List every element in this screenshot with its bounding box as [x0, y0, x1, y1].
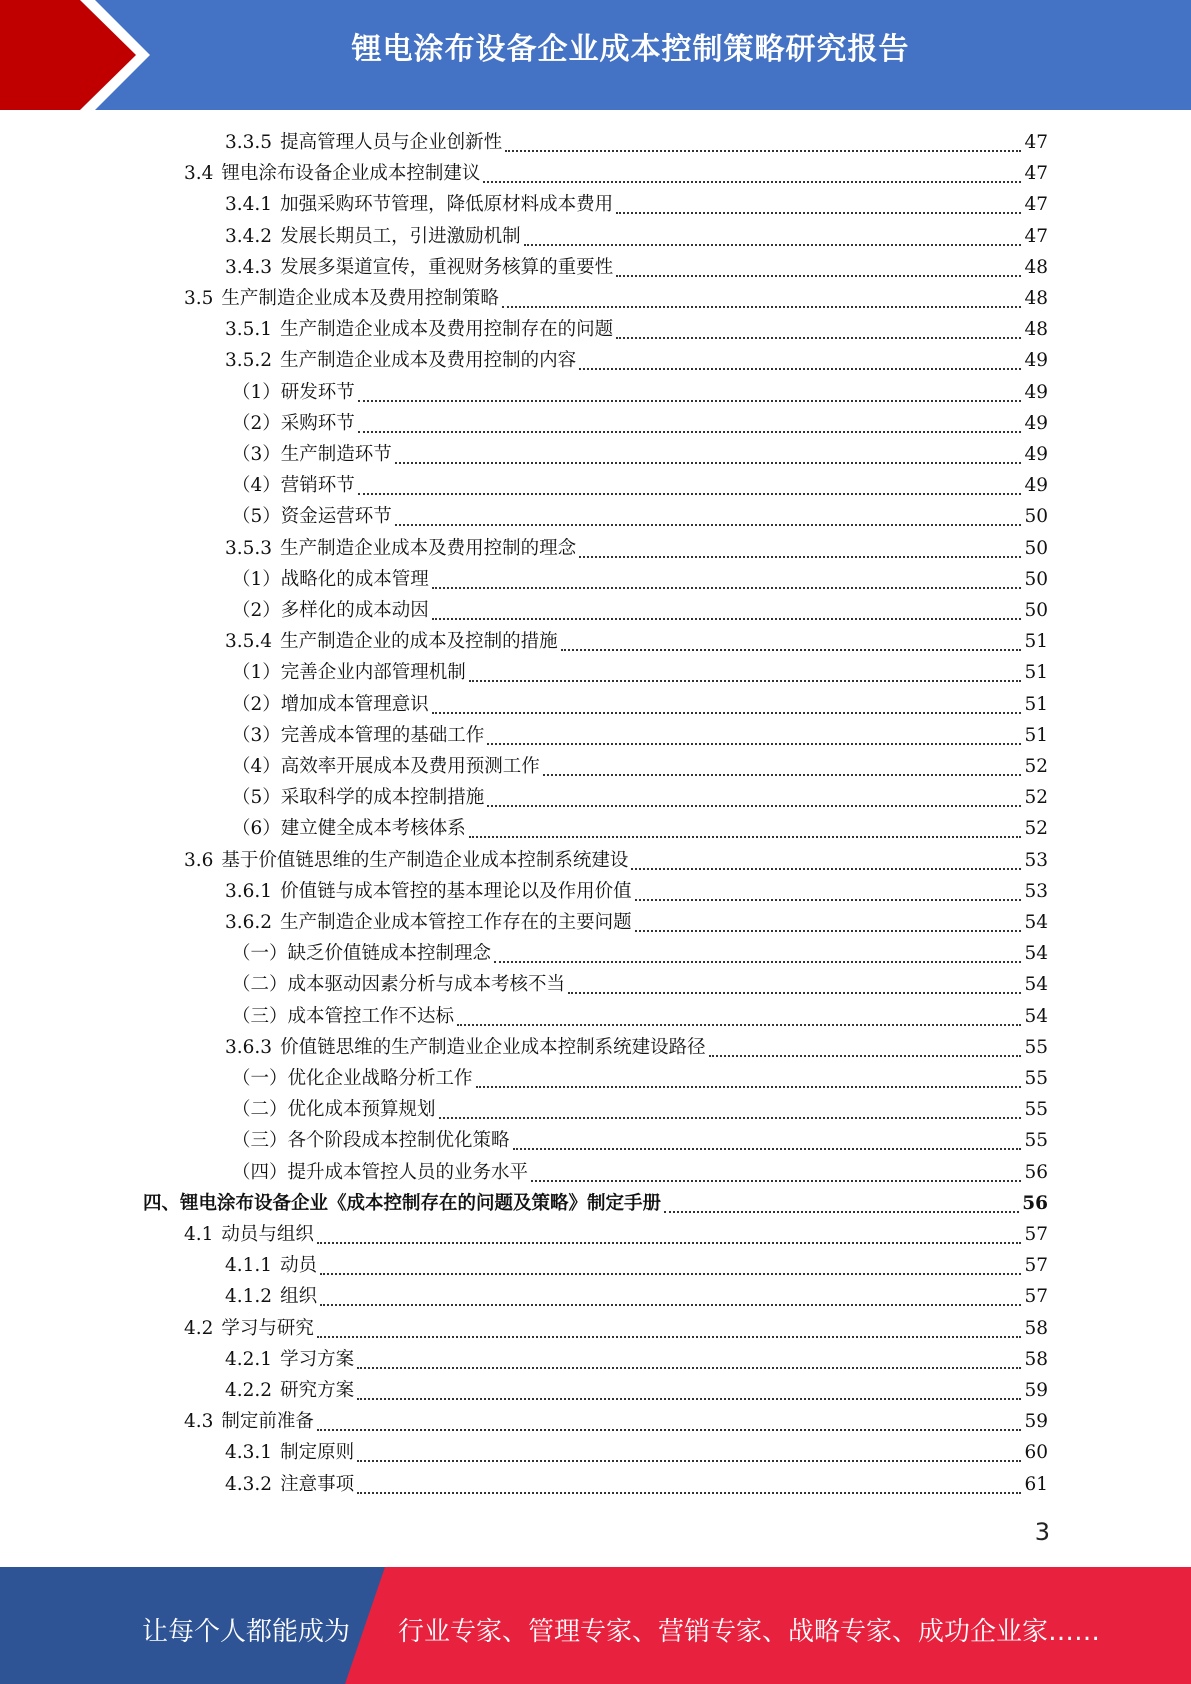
toc-entry[interactable] — [225, 1345, 1048, 1375]
toc-entry-number: 3.6 — [184, 849, 214, 871]
toc-entry-title: 学习与研究 — [221, 1317, 314, 1339]
toc-entry[interactable] — [232, 1002, 1048, 1032]
toc-entry[interactable] — [225, 1376, 1048, 1406]
toc-entry-number: 4.1.1 — [225, 1255, 273, 1277]
toc-entry-title: （一）缺乏价值链成本控制理念 — [232, 943, 492, 965]
toc-entry[interactable] — [225, 190, 1048, 220]
toc-entry-number: 4.1.2 — [225, 1286, 273, 1308]
toc-dot-leader — [439, 1117, 1022, 1119]
toc-entry-title: 制定原则 — [280, 1442, 355, 1464]
toc-entry-title: （6）建立健全成本考核体系 — [232, 818, 466, 840]
toc-entry-title: 锂电涂布设备企业成本控制建议 — [221, 163, 481, 185]
toc-entry-page: 51 — [1024, 631, 1048, 653]
toc-entry-page: 49 — [1024, 350, 1048, 372]
toc-entry-number: 3.6.1 — [225, 880, 273, 902]
arrow-chevron-icon — [0, 0, 160, 110]
toc-dot-leader — [561, 649, 1022, 651]
toc-entry-number: 3.5.3 — [225, 537, 273, 559]
toc-entry-page: 53 — [1024, 849, 1048, 871]
toc-entry-title: （1）战略化的成本管理 — [232, 568, 429, 590]
toc-entry-title: 基于价值链思维的生产制造企业成本控制系统建设 — [221, 849, 629, 871]
toc-entry[interactable] — [184, 284, 1048, 314]
toc-entry[interactable] — [232, 721, 1048, 751]
toc-entry[interactable] — [225, 315, 1048, 345]
toc-entry-number: 3.4.1 — [225, 194, 273, 216]
toc-dot-leader — [709, 1055, 1022, 1057]
toc-entry[interactable] — [232, 502, 1048, 532]
toc-entry-page: 47 — [1024, 132, 1048, 153]
toc-entry-number: 4.3.1 — [225, 1442, 273, 1464]
toc-entry[interactable] — [232, 565, 1048, 595]
toc-entry-title: 注意事项 — [280, 1473, 355, 1495]
toc-entry-number: 4.2.1 — [225, 1348, 273, 1370]
toc-dot-leader — [494, 961, 1021, 963]
footer-banner — [0, 1567, 1191, 1684]
toc-entry-page: 48 — [1024, 319, 1048, 341]
toc-entry-page: 51 — [1024, 724, 1048, 746]
toc-entry-page: 47 — [1024, 163, 1048, 185]
toc-entry-title: （1）完善企业内部管理机制 — [232, 662, 466, 684]
toc-entry[interactable] — [225, 128, 1048, 158]
toc-entry-title: 动员与组织 — [221, 1224, 314, 1245]
toc-entry-page: 49 — [1024, 412, 1048, 434]
toc-dot-leader — [579, 556, 1021, 558]
toc-entry[interactable] — [225, 222, 1048, 252]
toc-entry[interactable] — [225, 908, 1048, 938]
toc-dot-leader — [487, 743, 1021, 745]
toc-entry[interactable] — [232, 1064, 1048, 1094]
toc-entry[interactable] — [184, 1220, 1048, 1250]
toc-entry-number: 4.1 — [184, 1224, 214, 1245]
toc-dot-leader — [524, 244, 1022, 246]
toc-entry-number: 3.4 — [184, 163, 214, 185]
toc-entry-page: 56 — [1024, 1161, 1048, 1183]
toc-entry[interactable] — [225, 1470, 1048, 1500]
toc-entry-title: （四）提升成本管控人员的业务水平 — [232, 1161, 529, 1183]
toc-entry-title: 制定前准备 — [221, 1411, 314, 1433]
toc-dot-leader — [457, 1024, 1021, 1026]
toc-entry-number: 3.4.3 — [225, 256, 273, 278]
toc-entry[interactable] — [232, 471, 1048, 501]
toc-entry-number: 4.3.2 — [225, 1473, 273, 1495]
toc-entry[interactable] — [225, 253, 1048, 283]
toc-entry[interactable] — [232, 1158, 1048, 1188]
toc-entry-number: 3.5.2 — [225, 350, 273, 372]
toc-dot-leader — [513, 1148, 1022, 1150]
toc-entry-title: （4）营销环节 — [232, 475, 355, 497]
toc-dot-leader — [476, 1086, 1022, 1088]
toc-entry-number: 3.4.2 — [225, 225, 273, 247]
toc-dot-leader — [483, 181, 1021, 183]
toc-entry-page: 58 — [1024, 1348, 1048, 1370]
toc-entry-number: 4.2.2 — [225, 1380, 273, 1401]
toc-entry-title: （二）成本驱动因素分析与成本考核不当 — [232, 974, 566, 996]
toc-entry-page: 50 — [1024, 600, 1048, 621]
toc-dot-leader — [358, 400, 1022, 402]
header-banner — [0, 0, 1191, 110]
toc-entry-page: 55 — [1024, 1130, 1048, 1152]
toc-dot-leader — [469, 836, 1022, 838]
toc-entry[interactable] — [225, 1251, 1048, 1281]
toc-entry[interactable] — [184, 1314, 1048, 1344]
toc-entry-title: （2）多样化的成本动因 — [232, 600, 429, 621]
toc-dot-leader — [320, 1273, 1021, 1275]
toc-entry[interactable] — [232, 783, 1048, 813]
toc-entry-page: 52 — [1024, 787, 1048, 809]
toc-dot-leader — [616, 212, 1021, 214]
toc-dot-leader — [469, 680, 1022, 682]
toc-entry-page: 60 — [1024, 1442, 1048, 1464]
toc-entry[interactable] — [184, 159, 1048, 189]
toc-dot-leader — [502, 306, 1022, 308]
toc-entry[interactable] — [232, 596, 1048, 626]
toc-entry-title: （4）高效率开展成本及费用预测工作 — [232, 756, 540, 777]
toc-entry[interactable] — [225, 877, 1048, 907]
toc-entry-number: 3.5.4 — [225, 631, 273, 653]
toc-entry-page: 47 — [1024, 194, 1048, 216]
toc-dot-leader — [543, 774, 1022, 776]
toc-entry-title: 生产制造企业成本及费用控制存在的问题 — [280, 319, 614, 341]
toc-entry-page: 57 — [1024, 1286, 1048, 1308]
toc-dot-leader — [432, 618, 1022, 620]
toc-entry-page: 51 — [1024, 662, 1048, 684]
toc-dot-leader — [616, 337, 1021, 339]
toc-entry-title: 动员 — [280, 1255, 318, 1277]
toc-entry[interactable] — [232, 658, 1048, 688]
toc-entry-page: 54 — [1024, 974, 1048, 996]
slogan-left: 让每个人都能成为 — [142, 1617, 351, 1647]
toc-dot-leader — [358, 493, 1022, 495]
toc-entry[interactable] — [232, 1095, 1048, 1125]
toc-entry[interactable] — [232, 814, 1048, 844]
toc-entry[interactable] — [232, 970, 1048, 1000]
toc-dot-leader — [357, 1398, 1021, 1400]
toc-entry[interactable] — [232, 690, 1048, 720]
toc-entry-page: 52 — [1024, 756, 1048, 777]
toc-entry-page: 49 — [1024, 381, 1048, 403]
toc-entry-page: 53 — [1024, 880, 1048, 902]
toc-dot-leader — [320, 1304, 1021, 1306]
toc-entry-number: 3.6.2 — [225, 912, 273, 933]
toc-entry[interactable] — [225, 1033, 1048, 1063]
toc-dot-leader — [635, 899, 1022, 901]
toc-entry-page: 49 — [1024, 475, 1048, 497]
toc-entry-title: 生产制造企业的成本及控制的措施 — [280, 631, 558, 653]
toc-dot-leader — [317, 1242, 1022, 1244]
toc-entry[interactable] — [232, 939, 1048, 969]
toc-entry-title: 四、锂电涂布设备企业《成本控制存在的问题及策略》制定手册 — [143, 1192, 662, 1214]
toc-dot-leader — [635, 930, 1022, 932]
toc-dot-leader — [432, 587, 1022, 589]
toc-entry-title: 学习方案 — [280, 1348, 355, 1370]
toc-entry[interactable] — [232, 409, 1048, 439]
toc-entry-title: 生产制造企业成本及费用控制的内容 — [280, 350, 577, 372]
toc-dot-leader — [531, 1180, 1021, 1182]
toc-entry-page: 51 — [1024, 693, 1048, 715]
toc-entry-page: 55 — [1024, 1036, 1048, 1058]
toc-entry[interactable] — [143, 1189, 1048, 1219]
toc-entry-title: （二）优化成本预算规划 — [232, 1099, 436, 1121]
toc-entry-title: （3）生产制造环节 — [232, 444, 392, 465]
toc-dot-leader — [631, 868, 1021, 870]
toc-entry-page: 50 — [1024, 537, 1048, 559]
toc-entry-title: 价值链与成本管控的基本理论以及作用价值 — [280, 880, 632, 902]
toc-entry-title: 生产制造企业成本管控工作存在的主要问题 — [280, 912, 632, 933]
toc-entry-page: 48 — [1024, 288, 1048, 309]
toc-entry-number: 4.2 — [184, 1317, 214, 1339]
toc-entry-title: （2）采购环节 — [232, 412, 355, 434]
toc-entry-page: 58 — [1024, 1317, 1048, 1339]
toc-entry[interactable] — [225, 534, 1048, 564]
toc-entry-title: 发展多渠道宣传，重视财务核算的重要性 — [280, 256, 614, 278]
toc-dot-leader — [395, 462, 1022, 464]
toc-dot-leader — [616, 275, 1021, 277]
toc-entry-page: 59 — [1024, 1411, 1048, 1433]
toc-entry[interactable] — [184, 846, 1048, 876]
toc-entry-title: 发展长期员工，引进激励机制 — [280, 225, 521, 247]
toc-entry-page: 61 — [1024, 1473, 1048, 1495]
toc-dot-leader — [568, 992, 1021, 994]
toc-dot-leader — [358, 431, 1022, 433]
toc-dot-leader — [664, 1211, 1019, 1213]
toc-dot-leader — [395, 524, 1022, 526]
toc-dot-leader — [317, 1336, 1022, 1338]
toc-entry-title: （2）增加成本管理意识 — [232, 693, 429, 715]
toc-dot-leader — [357, 1367, 1021, 1369]
toc-entry-page: 54 — [1024, 943, 1048, 965]
toc-entry-page: 57 — [1024, 1224, 1048, 1245]
toc-entry-title: 生产制造企业成本及费用控制的理念 — [280, 537, 577, 559]
toc-dot-leader — [487, 805, 1021, 807]
toc-entry-page: 55 — [1024, 1099, 1048, 1121]
toc-entry-title: 提高管理人员与企业创新性 — [280, 132, 503, 153]
toc-entry[interactable] — [232, 378, 1048, 408]
toc-entry-number: 3.3.5 — [225, 132, 273, 153]
toc-entry-page: 57 — [1024, 1255, 1048, 1277]
toc-dot-leader — [357, 1492, 1021, 1494]
toc-entry-page: 55 — [1024, 1068, 1048, 1089]
toc-entry[interactable] — [225, 627, 1048, 657]
toc-entry[interactable] — [225, 346, 1048, 376]
toc-entry-page: 52 — [1024, 818, 1048, 840]
toc-entry[interactable] — [184, 1407, 1048, 1437]
toc-entry-page: 59 — [1024, 1380, 1048, 1401]
toc-entry-title: （三）成本管控工作不达标 — [232, 1005, 455, 1027]
toc-entry-title: 生产制造企业成本及费用控制策略 — [221, 288, 499, 309]
slogan-right: 行业专家、管理专家、营销专家、战略专家、成功企业家…… — [398, 1617, 1101, 1647]
toc-entry-title: 组织 — [280, 1286, 318, 1308]
toc-entry-title: （5）采取科学的成本控制措施 — [232, 787, 485, 809]
toc-entry-title: （1）研发环节 — [232, 381, 355, 403]
toc-entry-page: 49 — [1024, 444, 1048, 465]
toc-entry-page: 50 — [1024, 568, 1048, 590]
toc-entry-number: 3.6.3 — [225, 1036, 273, 1058]
toc-entry-title: （3）完善成本管理的基础工作 — [232, 724, 485, 746]
toc-entry-number: 3.5.1 — [225, 319, 273, 341]
toc-entry-number: 3.5 — [184, 288, 214, 309]
toc-entry[interactable] — [225, 1438, 1048, 1468]
toc-entry-number: 4.3 — [184, 1411, 214, 1433]
toc-entry[interactable] — [225, 1282, 1048, 1312]
toc-entry-page: 47 — [1024, 225, 1048, 247]
toc-dot-leader — [579, 368, 1021, 370]
toc-entry-page: 56 — [1022, 1192, 1048, 1214]
toc-entry-title: 研究方案 — [280, 1380, 355, 1401]
document-title: 锂电涂布设备企业成本控制策略研究报告 — [351, 32, 910, 67]
toc-dot-leader — [505, 150, 1021, 152]
toc-entry-title: （三）各个阶段成本控制优化策略 — [232, 1130, 510, 1152]
toc-entry-page: 48 — [1024, 256, 1048, 278]
toc-entry-title: （5）资金运营环节 — [232, 506, 392, 528]
toc-entry-page: 50 — [1024, 506, 1048, 528]
toc-entry-page: 54 — [1024, 912, 1048, 933]
toc-dot-leader — [357, 1460, 1021, 1462]
toc-entry[interactable] — [232, 1126, 1048, 1156]
toc-entry-title: 价值链思维的生产制造业企业成本控制系统建设路径 — [280, 1036, 706, 1058]
toc-dot-leader — [317, 1429, 1022, 1431]
toc-entry[interactable] — [232, 440, 1048, 470]
toc-entry-title: 加强采购环节管理，降低原材料成本费用 — [280, 194, 614, 216]
toc-entry-title: （一）优化企业战略分析工作 — [232, 1068, 473, 1089]
page-number: 3 — [1034, 1518, 1050, 1546]
toc-dot-leader — [432, 712, 1022, 714]
toc-entry[interactable] — [232, 752, 1048, 782]
toc-entry-page: 54 — [1024, 1005, 1048, 1027]
